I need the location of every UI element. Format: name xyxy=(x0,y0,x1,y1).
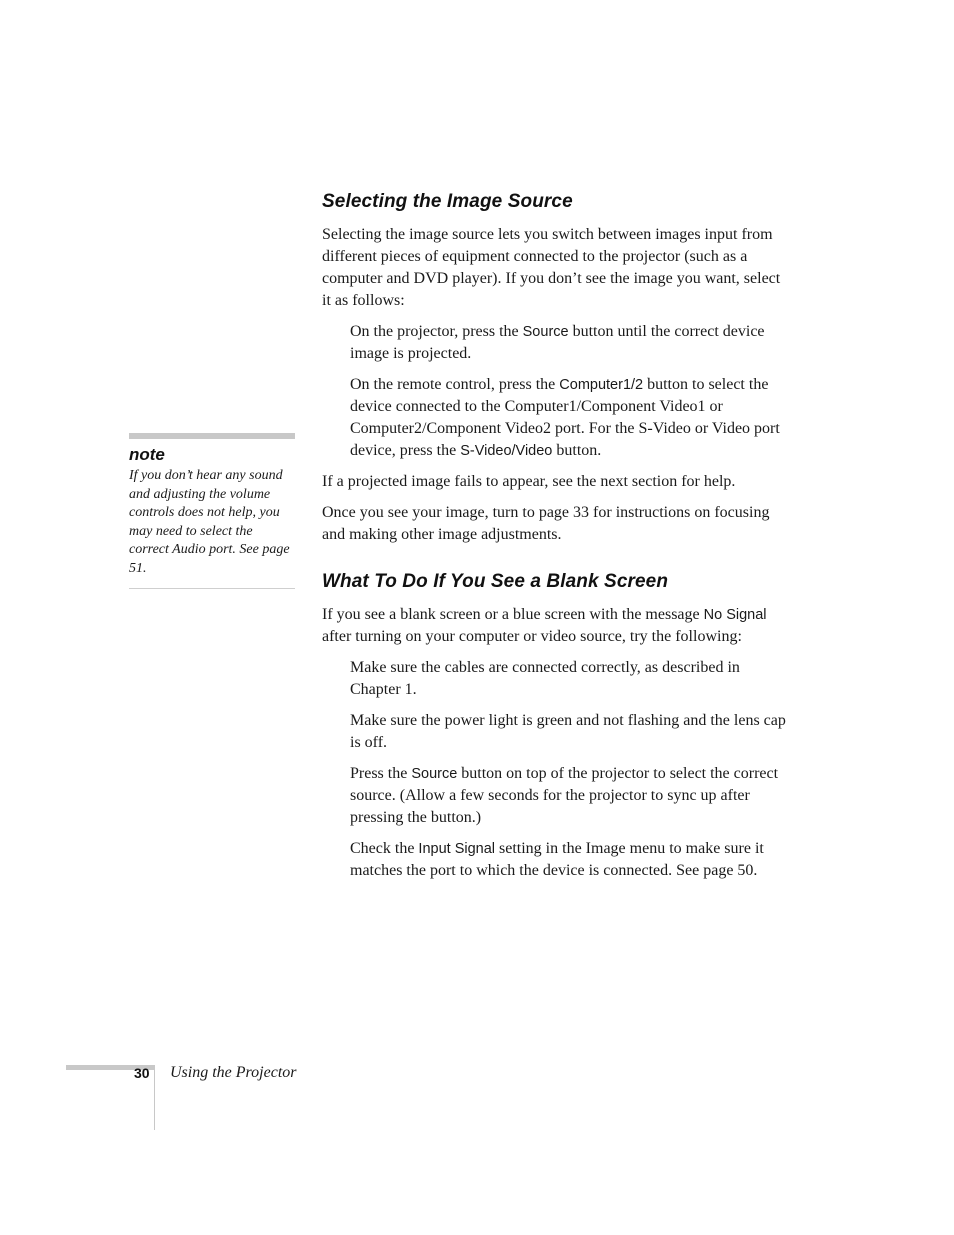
section2-step-3: Press the Source button on top of the projector to select the correct source. (Allow a few seconds for the projector to sync up after pressing the button.) xyxy=(350,765,779,826)
section1-step-1: On the projector, press the Source button until the correct device image is projected. xyxy=(350,323,765,362)
running-head: Using the Projector xyxy=(170,1064,297,1081)
main-content xyxy=(322,188,790,891)
ui-label-source: Source xyxy=(411,766,458,782)
section2-step-1: Make sure the cables are connected correctly, as described in Chapter 1. xyxy=(350,659,740,698)
section-heading-image-source: Selecting the Image Source xyxy=(322,191,573,212)
section1-para-2: If a projected image fails to appear, see the next section for help. xyxy=(322,473,736,490)
sidebar-note xyxy=(129,433,295,589)
note-body: If you don’t hear any sound and adjusting the volume controls does not help, you may need to select the correct Audio port. See page 51. xyxy=(129,467,295,589)
section1-step-2: On the remote control, press the Computer1/2 button to select the device connected to the Computer1/Component Video1 or Computer2/Component Video2 port. For the S-Video or Video port device, press the S-Video/Video button. xyxy=(350,376,780,459)
ui-label-computer12: Computer1/2 xyxy=(559,377,644,393)
section2-step-4: Check the Input Signal setting in the Image menu to make sure it matches the port to which the device is connected. See page 50. xyxy=(350,840,764,879)
section2-step-2: Make sure the power light is green and not flashing and the lens cap is off. xyxy=(350,712,786,751)
ui-label-source: Source xyxy=(522,324,569,340)
page-number: 30 xyxy=(134,1065,150,1081)
section1-intro: Selecting the image source lets you switch between images input from different pieces of equipment connected to the projector (such as a computer and DVD player). If you don’t see the image you want, select it as follows: xyxy=(322,226,781,309)
section1-para-3: Once you see your image, turn to page 33 for instructions on focusing and making other image adjustments. xyxy=(322,504,770,543)
ui-label-input-signal: Input Signal xyxy=(418,841,496,857)
ui-label-no-signal: No Signal xyxy=(703,607,767,623)
section2-intro: If you see a blank screen or a blue screen with the message No Signal after turning on your computer or video source, try the following: xyxy=(322,606,767,645)
ui-label-svideo-video: S-Video/Video xyxy=(460,443,553,459)
note-title: note xyxy=(129,445,165,464)
section-heading-blank-screen: What To Do If You See a Blank Screen xyxy=(322,571,669,592)
footer-vertical-rule xyxy=(154,1065,155,1130)
